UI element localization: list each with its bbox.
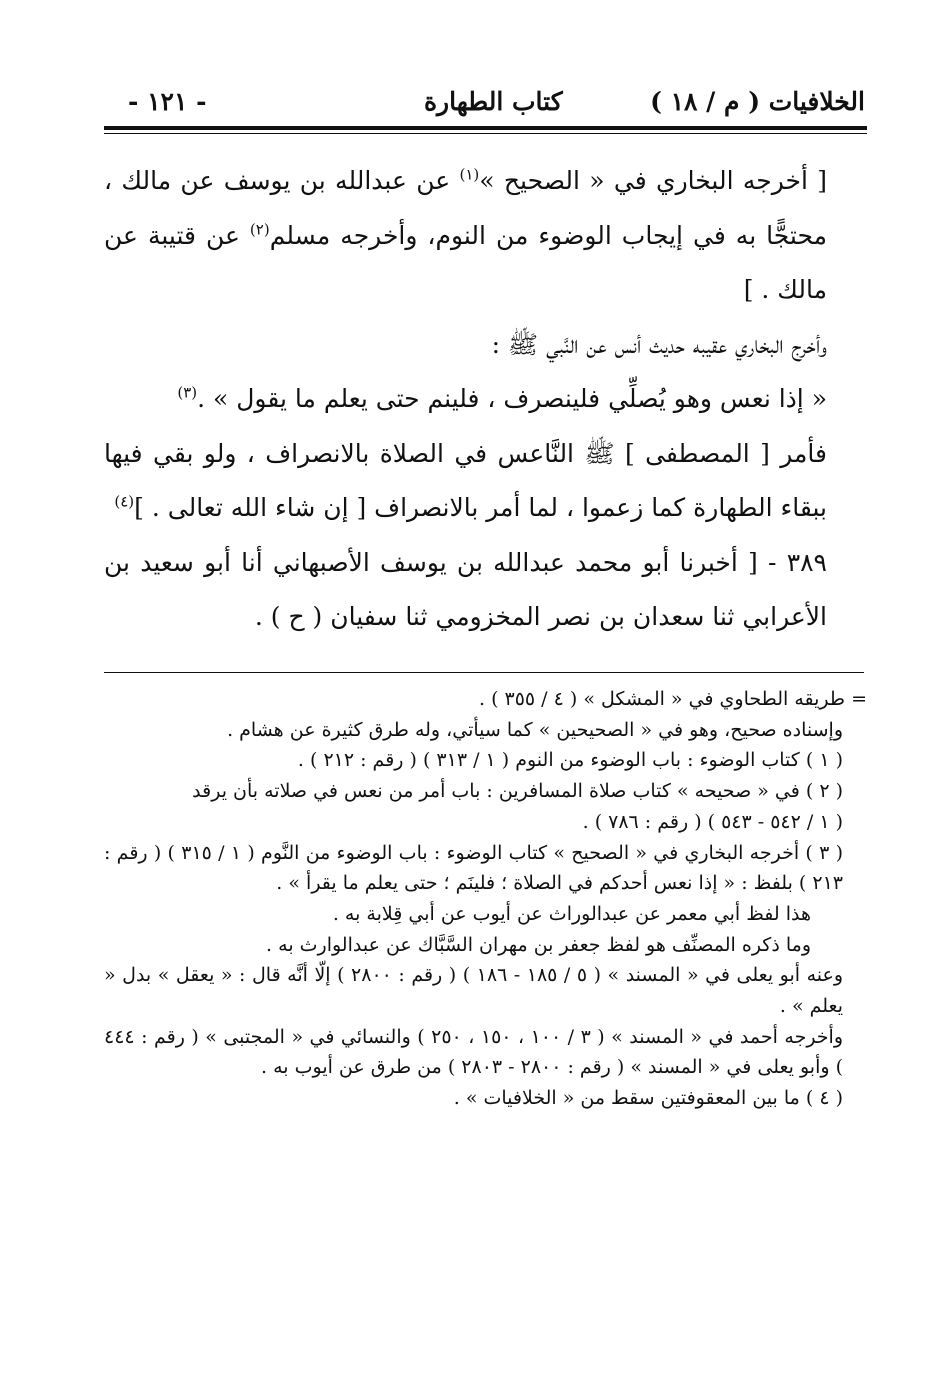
footnote-3: ( ٣ ) أخرجه البخاري في « الصحيح » كتاب الوضوء : باب الوضوء من النَّوم ( ١ / ٣١٥ ) ( رقم : ٢١٣ ) بلفظ : « إذا نعس أحدكم في الصلاة ؛ فلينَم ؛ حتى يعلم ما يقرأ » . (104, 841, 844, 895)
main-text (104, 154, 865, 645)
page-header (128, 78, 865, 124)
footnote-ref-2: (٢) (249, 220, 270, 239)
footnote-1: ( ١ ) كتاب الوضوء : باب الوضوء من النوم ( ١ / ٣١٣ ) ( رقم : ٢١٢ ) . (297, 749, 843, 772)
header-rule-thin (104, 133, 867, 134)
footnotes (104, 684, 867, 1114)
header-rule-thick (104, 126, 867, 130)
hadith-quote: « إذا نعس وهو يُصلِّي فلينصرف ، فلينم حتى يعلم ما يقول » . (197, 384, 827, 413)
running-title: الخلافيات ( م / ١٨ ) (650, 86, 865, 116)
paragraph-1-part-b: عن عبدالله بن يوسف عن مالك ، محتجًّا به في إيجاب الوضوء من النوم، وأخرجه مسلم (104, 166, 827, 250)
footnote-3-note-4: وأخرجه أحمد في « المسند » ( ٣ / ١٠٠ ، ١٥٠ ، ٢٥٠ ) والنسائي في « المجتبى » ( رقم : ٤٤٤ ) وأبو يعلى في « المسند » ( رقم : ٢٨٠٠ - ٢٨٠٣ ) من طرق عن أيوب به . (104, 1025, 843, 1079)
footnote-continuation-2: وإسناده صحيح، وهو في « الصحيحين » كما سيأتي، وله طرق كثيرة عن هشام . (227, 718, 843, 741)
footnote-continuation: = طريقه الطحاوي في « المشكل » ( ٤ / ٣٥٥ ) . (478, 688, 867, 710)
paragraph-4 (104, 427, 865, 536)
footnote-3-note-3: وعنه أبو يعلى في « المسند » ( ٥ / ١٨٥ - ١٨٦ ) ( رقم : ٢٨٠٠ ) إلّا أنَّه قال : « يعقل » بدل « يعلم » . (104, 964, 843, 1018)
footnote-4: ( ٤ ) ما بين المعقوفتين سقط من « الخلافيات » . (453, 1087, 843, 1110)
footnote-ref-3: (٣) (177, 383, 198, 402)
footnote-2: ( ٢ ) في « صحيحه » كتاب صلاة المسافرين : باب أمر من نعس في صلاته بأن يرقد (192, 780, 843, 803)
paragraph-5: ٣٨٩ - [ أخبرنا أبو محمد عبدالله بن يوسف الأصبهاني أنا أبو سعيد بن الأعرابي ثنا سعدان بن نصر المخزومي ثنا سفيان ( ح ) . (104, 547, 827, 631)
footnote-2-cont: ( ١ / ٥٤٢ - ٥٤٣ ) ( رقم : ٧٨٦ ) . (582, 810, 843, 833)
footnote-ref-4: (٤) (114, 492, 135, 511)
page-number: - ١٢١ - (128, 86, 207, 116)
paragraph-1-part-a: [ أخرجه البخاري في « الصحيح » (479, 166, 827, 195)
paragraph-3 (104, 372, 865, 427)
footnote-ref-1: (١) (459, 165, 480, 184)
paragraph-1 (104, 154, 865, 318)
paragraph-1-part-c: عن قتيبة عن مالك . ] (104, 220, 827, 304)
book-title: كتاب الطهارة (423, 86, 563, 116)
paragraph-2: وأخرج البخاري عقيبه حديث أنس عن النَّبي ﷺ : (491, 329, 827, 359)
footnote-3-note-1: هذا لفظ أبي معمر عن عبدالوراث عن أيوب عن أبي قِلابة به . (332, 902, 811, 925)
footnote-3-note-2: وما ذكره المصنِّف هو لفظ جعفر بن مهران السَّبَّاك عن عبدالوارث به . (266, 933, 811, 956)
footnote-separator (104, 672, 864, 673)
paragraph-4-text: فأمر [ المصطفى ] ﷺ النَّاعس في الصلاة بالانصراف ، ولو بقي فيها ببقاء الطهارة كما زعموا ، لما أمر بالانصراف [ إن شاء الله تعالى . ] (104, 438, 827, 522)
